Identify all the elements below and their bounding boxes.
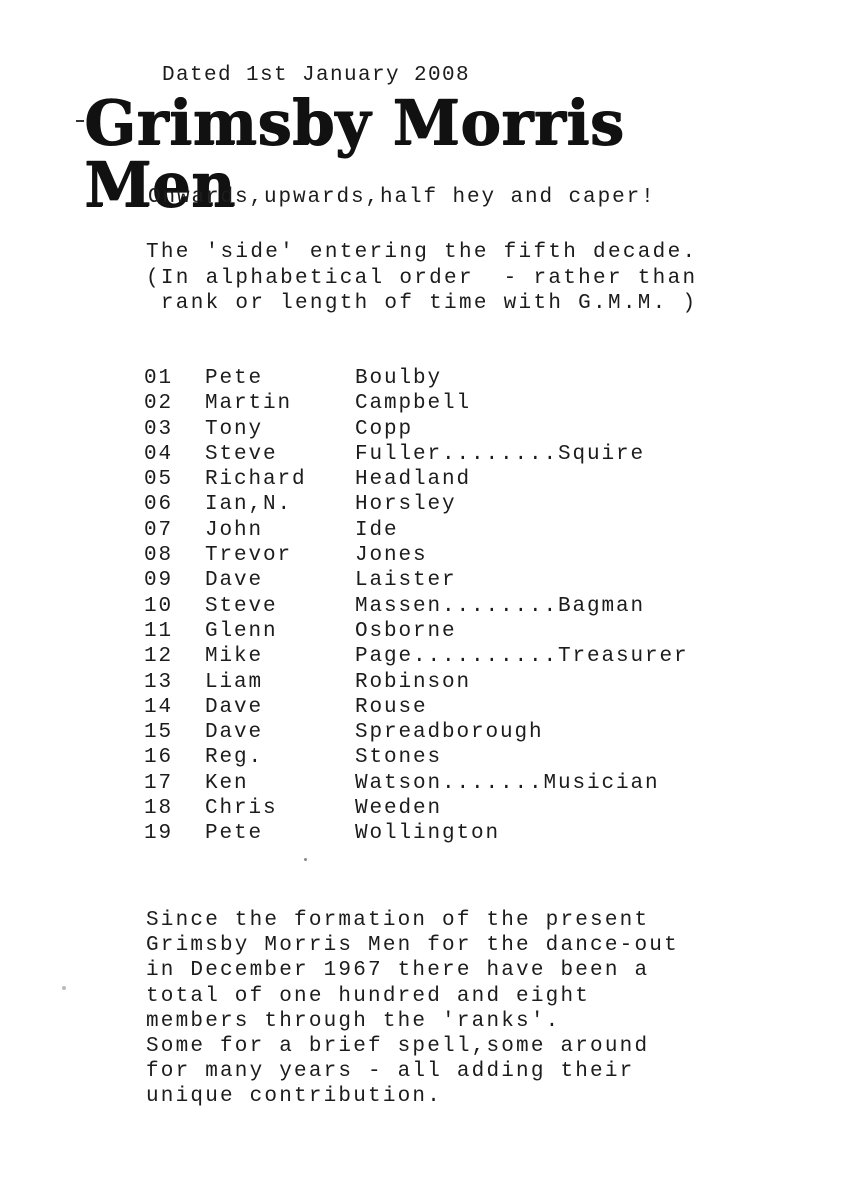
member-surname: Massen........Bagman [355,594,646,618]
member-number: 06 [144,493,174,517]
member-surname: Laister [355,569,457,593]
member-first-name: Trevor [205,544,293,568]
member-number: 04 [144,442,174,466]
member-number: 01 [144,367,174,390]
paper-speck [304,858,307,861]
intro-line: (In alphabetical order - rather than [146,266,698,290]
member-first-name: Pete [205,822,264,846]
member-surname: Osborne [355,619,457,643]
closing-line: unique contribution. [146,1085,443,1109]
member-surname: Ide [355,518,399,542]
member-number: 09 [144,569,174,593]
closing-line: for many years - all adding their [146,1060,635,1084]
member-first-name: Martin [205,392,293,416]
member-number: 08 [144,544,174,568]
closing-line: Some for a brief spell,some around [146,1035,650,1059]
member-first-name: Pete [205,367,264,390]
member-surname: Horsley [355,493,457,517]
member-surname: Campbell [355,392,472,416]
member-surname: Robinson [355,670,472,694]
title-dash-mark [76,120,84,122]
closing-paragraph [146,908,679,1110]
member-surname: Rouse [355,695,428,719]
member-surname: Headland [355,468,472,492]
member-first-name: Steve [205,442,278,466]
member-first-name: Dave [205,569,264,593]
member-number: 10 [144,594,174,618]
intro-paragraph [146,240,697,317]
member-first-name: Tony [205,417,264,441]
member-first-name: Reg. [205,746,264,770]
member-first-name: Glenn [205,619,278,643]
member-number: 17 [144,771,174,795]
member-surname: Boulby [355,367,443,390]
intro-line: The 'side' entering the fifth decade. [146,241,698,264]
member-first-name: Richard [205,468,307,492]
member-number: 07 [144,518,174,542]
member-first-name: Liam [205,670,264,694]
closing-line: Since the formation of the present [146,909,650,932]
member-first-name: Steve [205,594,278,618]
member-surname: Jones [355,544,428,568]
member-surname: Copp [355,417,414,441]
member-first-name: Mike [205,645,264,669]
closing-line: members through the 'ranks'. [146,1009,561,1033]
member-surname: Watson.......Musician [355,771,660,795]
member-number: 14 [144,695,174,719]
member-first-name: Ken [205,771,249,795]
member-number: 11 [144,619,174,643]
date-line: Dated 1st January 2008 [162,64,471,87]
member-surname: Stones [355,746,443,770]
member-number: 19 [144,822,174,846]
member-first-name: Dave [205,721,264,745]
member-first-name: Ian,N. [205,493,293,517]
member-number: 12 [144,645,174,669]
member-number: 02 [144,392,174,416]
member-surname: Fuller........Squire [355,442,646,466]
member-number: 03 [144,417,174,441]
member-number: 05 [144,468,174,492]
member-surname: Wollington [355,822,501,846]
motto: Onwards,upwards,half hey and caper! [148,186,656,209]
member-surname: Weeden [355,797,443,821]
member-surname: Spreadborough [355,721,544,745]
page-title: Grimsby Morris Men [84,86,625,221]
member-number: 13 [144,670,174,694]
member-first-name: Dave [205,695,264,719]
paper-speck [62,986,66,990]
member-first-name: John [205,518,264,542]
closing-line: Grimsby Morris Men for the dance-out [146,934,679,958]
member-number: 15 [144,721,174,745]
closing-line: total of one hundred and eight [146,984,591,1008]
closing-line: in December 1967 there have been a [146,959,650,983]
member-first-name: Chris [205,797,278,821]
member-number: 16 [144,746,174,770]
intro-line: rank or length of time with G.M.M. ) [146,292,698,315]
member-surname: Page..........Treasurer [355,645,689,669]
member-number: 18 [144,797,174,821]
